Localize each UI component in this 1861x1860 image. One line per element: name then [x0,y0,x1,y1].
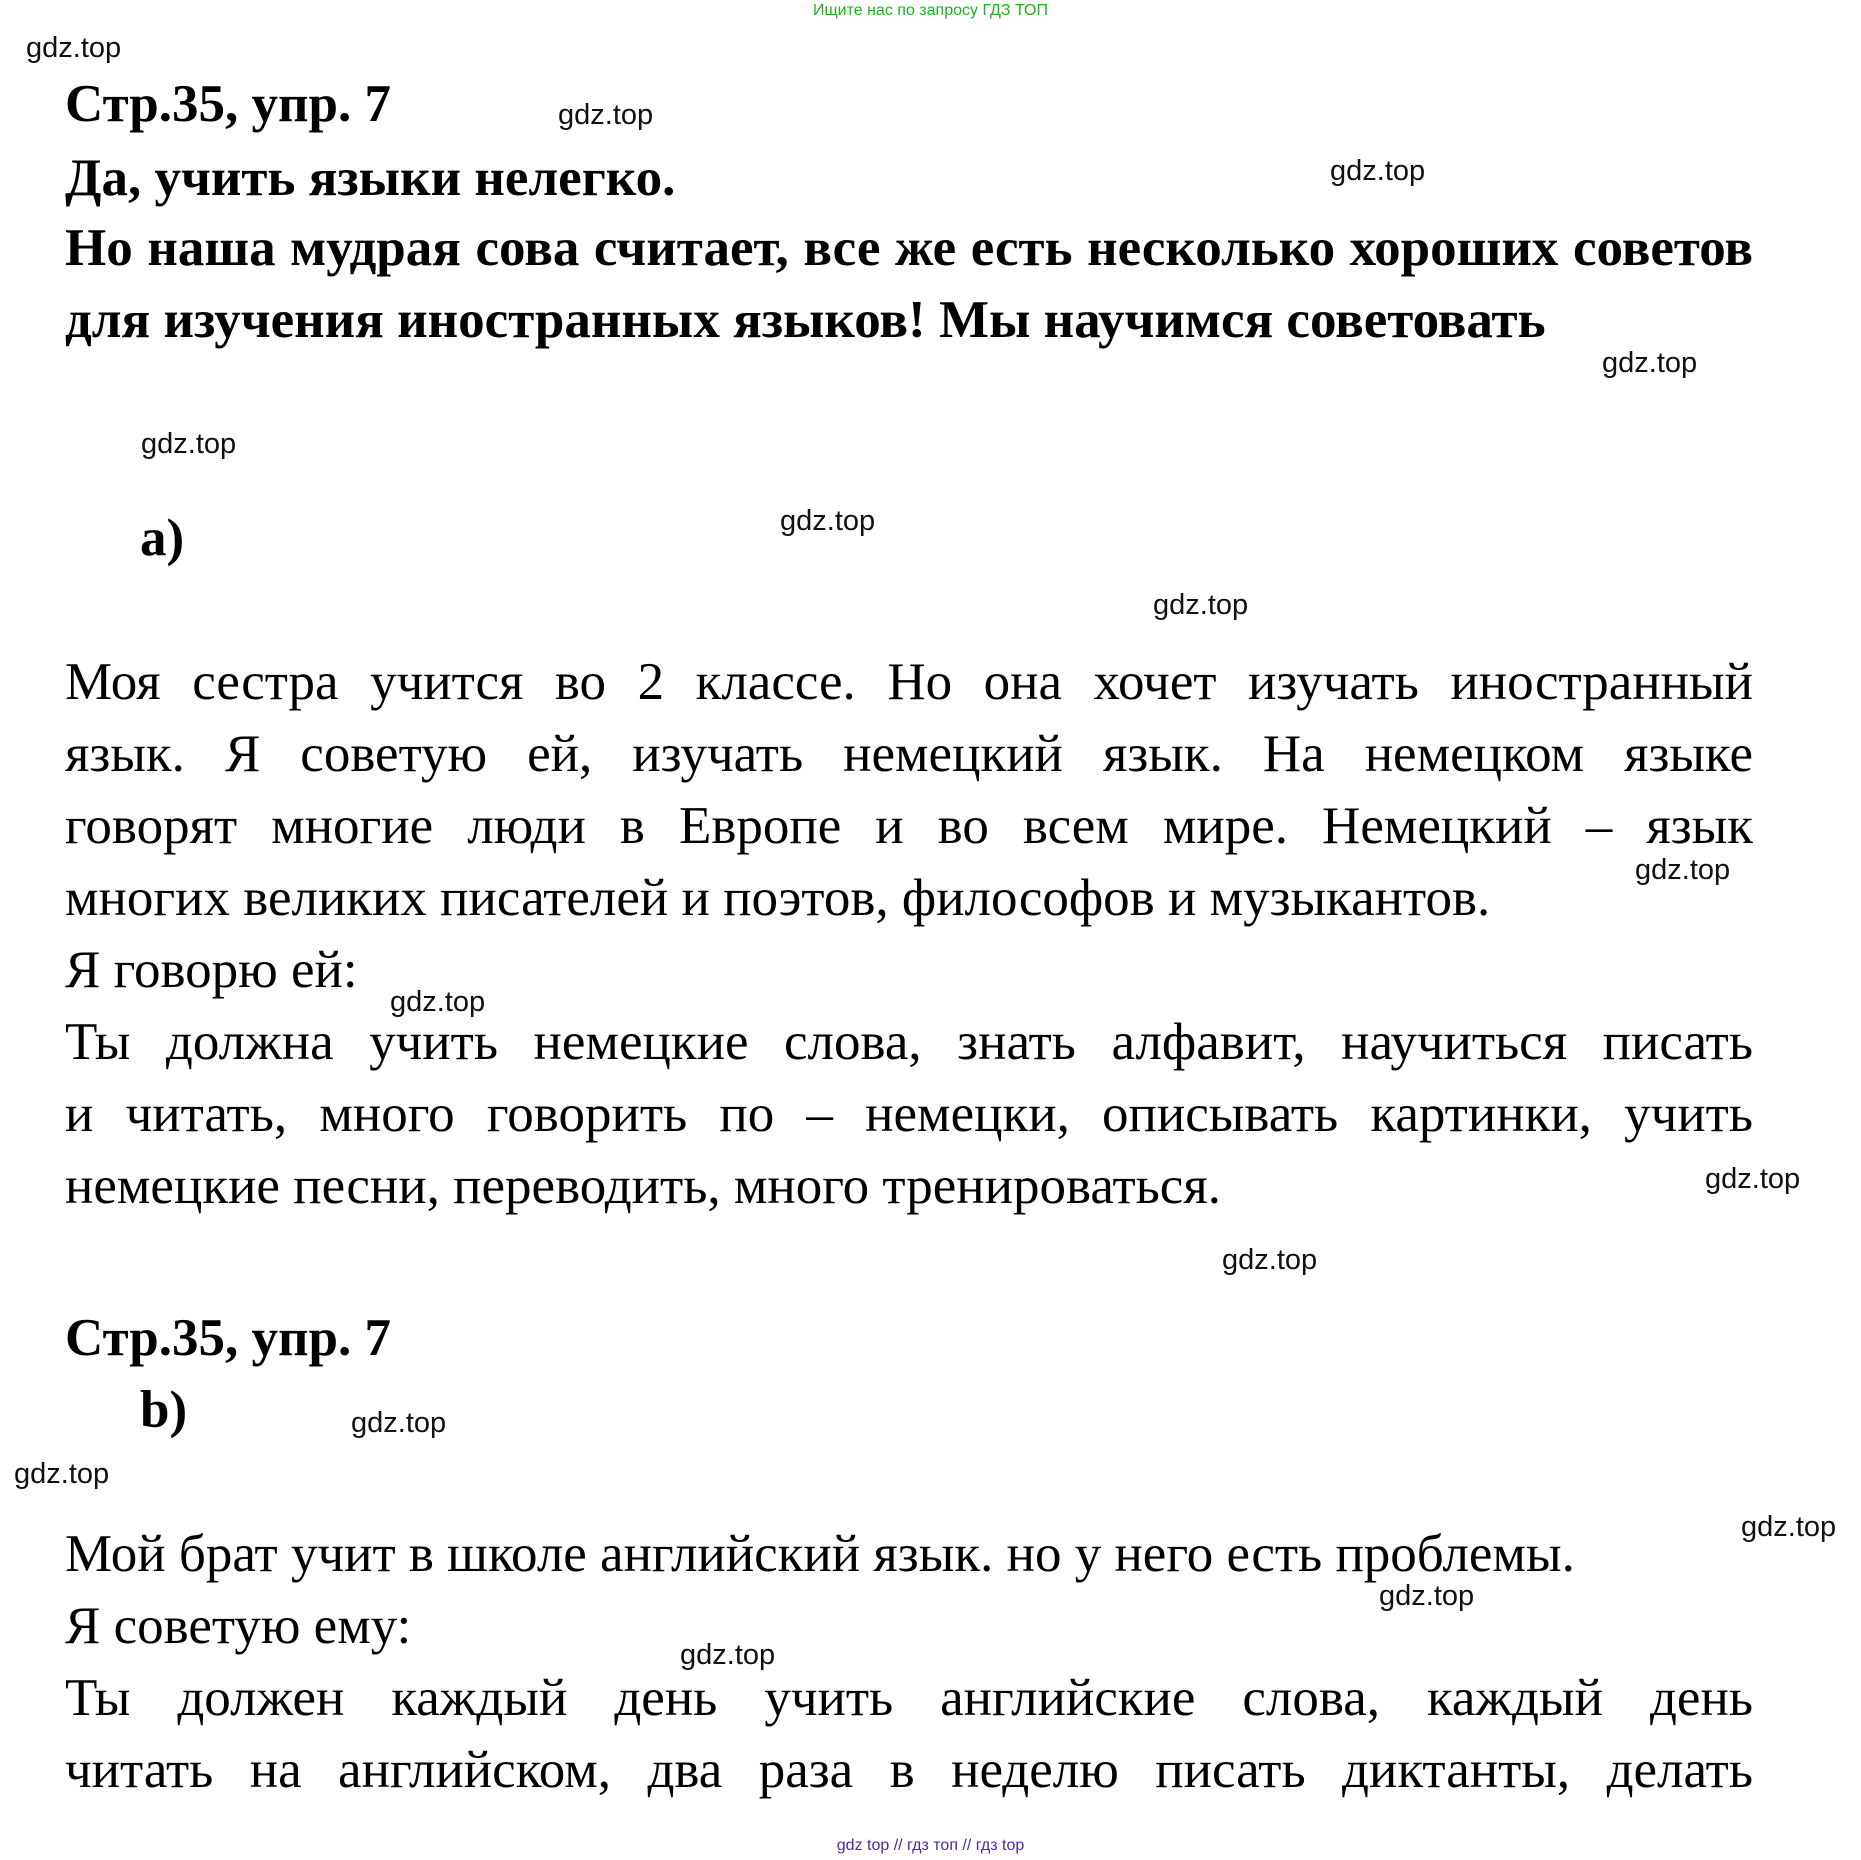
watermark: gdz.top [14,1458,110,1490]
watermark: gdz.top [680,1639,776,1671]
watermark: gdz.top [351,1407,447,1439]
watermark: gdz.top [1330,155,1426,187]
watermark: gdz.top [1153,589,1249,621]
intro-paragraph: Но наша мудрая сова считает, все же есть несколько хороших советов для изучения иностранных языков! Мы научимся советовать [65,219,1753,349]
text-line: Я советую ему: [65,1597,412,1655]
footer-links[interactable]: gdz top // гдз топ // гдз top [836,1837,1025,1854]
text-line: многих великих писателей и поэтов, философов и музыкантов. [65,869,1491,927]
label-b: b) [140,1381,188,1439]
text-line: немецкие песни, переводить, много тренироваться. [65,1157,1221,1215]
text-line: Я говорю ей: [65,941,358,999]
watermark: gdz.top [390,986,486,1018]
watermark: gdz.top [780,505,876,537]
label-a: а) [140,509,185,567]
text-line: Ты должна учить немецкие слова, знать алфавит, научиться писать [65,1013,1753,1071]
watermark: gdz.top [1635,854,1731,886]
top-banner[interactable]: Ищите нас по запросу ГДЗ ТОП [813,2,1048,19]
text-line: Мой брат учит в школе английский язык. но у него есть проблемы. [65,1525,1575,1583]
text-line: и читать, много говорить по – немецки, описывать картинки, учить [65,1085,1753,1143]
watermark: gdz.top [1222,1244,1318,1276]
intro-line: Да, учить языки нелегко. [65,149,676,207]
text-line: читать на английском, два раза в неделю писать диктанты, делать [65,1741,1753,1799]
text-line: Ты должен каждый день учить английские слова, каждый день [65,1669,1753,1727]
watermark: gdz.top [1602,347,1698,379]
text-line: Моя сестра учится во 2 классе. Но она хочет изучать иностранный [65,653,1753,711]
section-b-title: Стр.35, упр. 7 [65,1309,391,1367]
watermark: gdz.top [26,32,122,64]
watermark: gdz.top [1379,1580,1475,1612]
watermark: gdz.top [141,428,237,460]
section-a-title: Стр.35, упр. 7 [65,75,391,133]
text-line: говорят многие люди в Европе и во всем мире. Немецкий – язык [65,797,1753,855]
watermark: gdz.top [1705,1163,1801,1195]
text-line: язык. Я советую ей, изучать немецкий язык. На немецком языке [65,725,1753,783]
watermark: gdz.top [558,99,654,131]
watermark: gdz.top [1741,1511,1837,1543]
